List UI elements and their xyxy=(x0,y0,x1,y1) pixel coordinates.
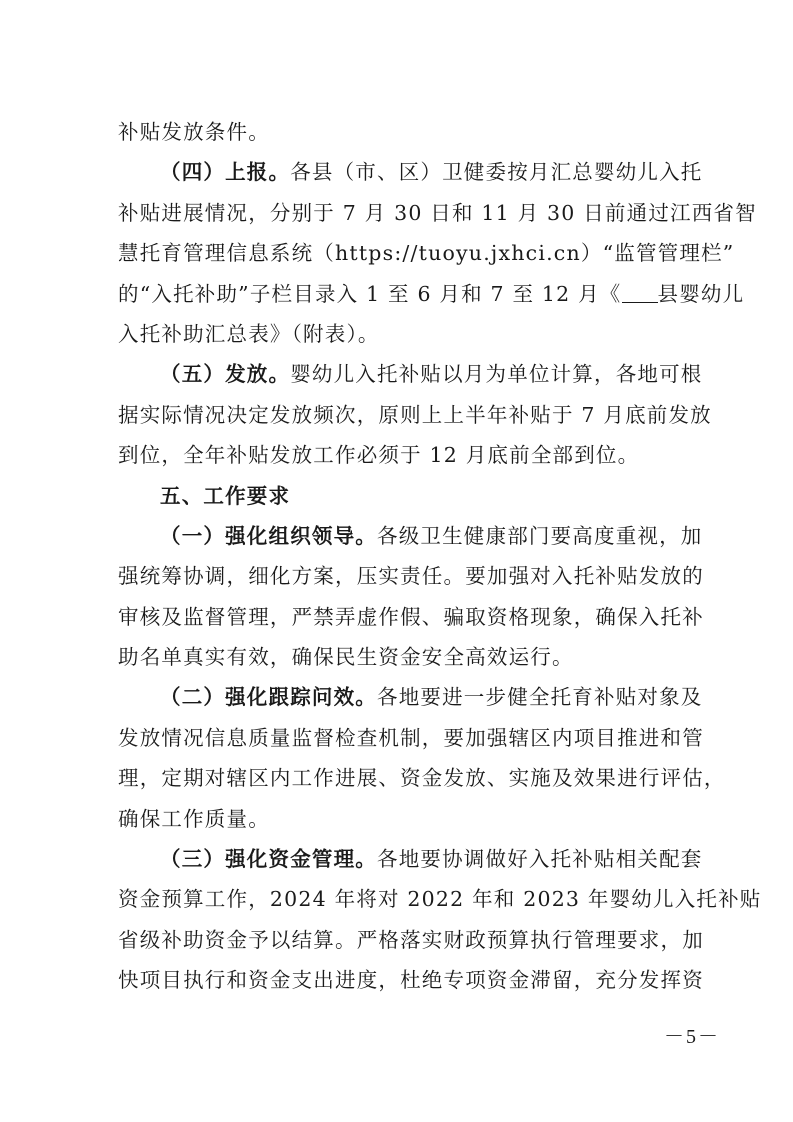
paragraph-line xyxy=(118,233,735,273)
text-line: 快项目执行和资金支出进度，杜绝专项资金滞留，充分发挥资 xyxy=(118,968,704,993)
text-line: 各县（市、区）卫健委按月汇总婴幼儿入托 xyxy=(290,160,703,185)
paragraph-line xyxy=(118,758,726,798)
text-line: 据实际情况决定发放频次，原则上上半年补贴于 7 月底前发放 xyxy=(118,402,712,427)
text-line: 理，定期对辖区内工作进展、资金发放、实施及效果进行评估， xyxy=(118,766,726,791)
paragraph-line xyxy=(118,879,762,919)
paragraph-line xyxy=(118,718,704,758)
text-line: 发放情况信息质量监督检查机制，要加强辖区内项目推进和管 xyxy=(118,725,704,750)
text-line: 各地要进一步健全托育补贴对象及 xyxy=(377,685,703,710)
text-line: 省级补助资金予以结算。严格落实财政预算执行管理要求，加 xyxy=(118,927,704,952)
text-line: 确保工作质量。 xyxy=(118,806,270,831)
paragraph-line xyxy=(118,274,745,314)
paragraph-line xyxy=(118,556,704,596)
paragraph-line xyxy=(118,112,698,152)
requirement-2-line xyxy=(118,677,703,717)
text-line: 婴幼儿入托补贴以月为单位计算，各地可根 xyxy=(290,362,703,387)
section-4-line xyxy=(118,152,703,192)
paragraph-line xyxy=(118,799,698,839)
text-line: 各地要协调做好入托补贴相关配套 xyxy=(377,847,703,872)
text-line: 助名单真实有效，确保民生资金安全高效运行。 xyxy=(118,645,574,670)
paragraph-line xyxy=(118,314,698,354)
text-line: 审核及监督管理，严禁弄虚作假、骗取资格现象，确保入托补 xyxy=(118,604,704,629)
requirement-2-title: （二）强化跟踪问效。 xyxy=(160,685,377,710)
paragraph-line xyxy=(118,395,712,435)
section-5-title: （五）发放。 xyxy=(160,362,291,387)
text-line: 各级卫生健康部门要高度重视，加 xyxy=(377,523,703,548)
paragraph-line xyxy=(118,435,698,475)
text-line: 到位，全年补贴发放工作必须于 12 月底前全部到位。 xyxy=(118,443,640,468)
requirement-3-line xyxy=(118,839,703,879)
text-line: 补贴发放条件。 xyxy=(118,120,270,144)
requirement-3-title: （三）强化资金管理。 xyxy=(160,847,377,872)
paragraph-line xyxy=(118,960,704,1000)
paragraph-line xyxy=(118,920,704,960)
body-text xyxy=(118,112,762,1001)
page-number: －5－ xyxy=(664,1026,720,1048)
text-line: 强统筹协调，细化方案，压实责任。要加强对入托补贴发放的 xyxy=(118,564,704,589)
text-line: 慧托育管理信息系统（https://tuoyu.jxhci.cn）“监管管理栏” xyxy=(118,241,735,266)
paragraph-line xyxy=(118,193,757,233)
text-line: 的“入托补助”子栏目录入 1 至 6 月和 7 至 12 月《 xyxy=(118,281,622,306)
text-line: 县婴幼儿 xyxy=(657,281,745,306)
paragraph-line xyxy=(118,637,698,677)
section-heading: 五、工作要求 xyxy=(160,483,291,508)
heading-line xyxy=(118,476,698,516)
section-5-line xyxy=(118,354,703,394)
requirement-1-line xyxy=(118,516,703,556)
text-line: 入托补助汇总表》（附表）。 xyxy=(118,321,380,346)
section-4-title: （四）上报。 xyxy=(160,160,291,185)
text-line: 资金预算工作，2024 年将对 2022 年和 2023 年婴幼儿入托补贴 xyxy=(118,887,762,912)
text-line: 补贴进展情况，分别于 7 月 30 日和 11 月 30 日前通过江西省智 xyxy=(118,200,757,225)
fill-in-blank xyxy=(622,284,658,303)
requirement-1-title: （一）强化组织领导。 xyxy=(160,523,377,548)
paragraph-line xyxy=(118,597,704,637)
